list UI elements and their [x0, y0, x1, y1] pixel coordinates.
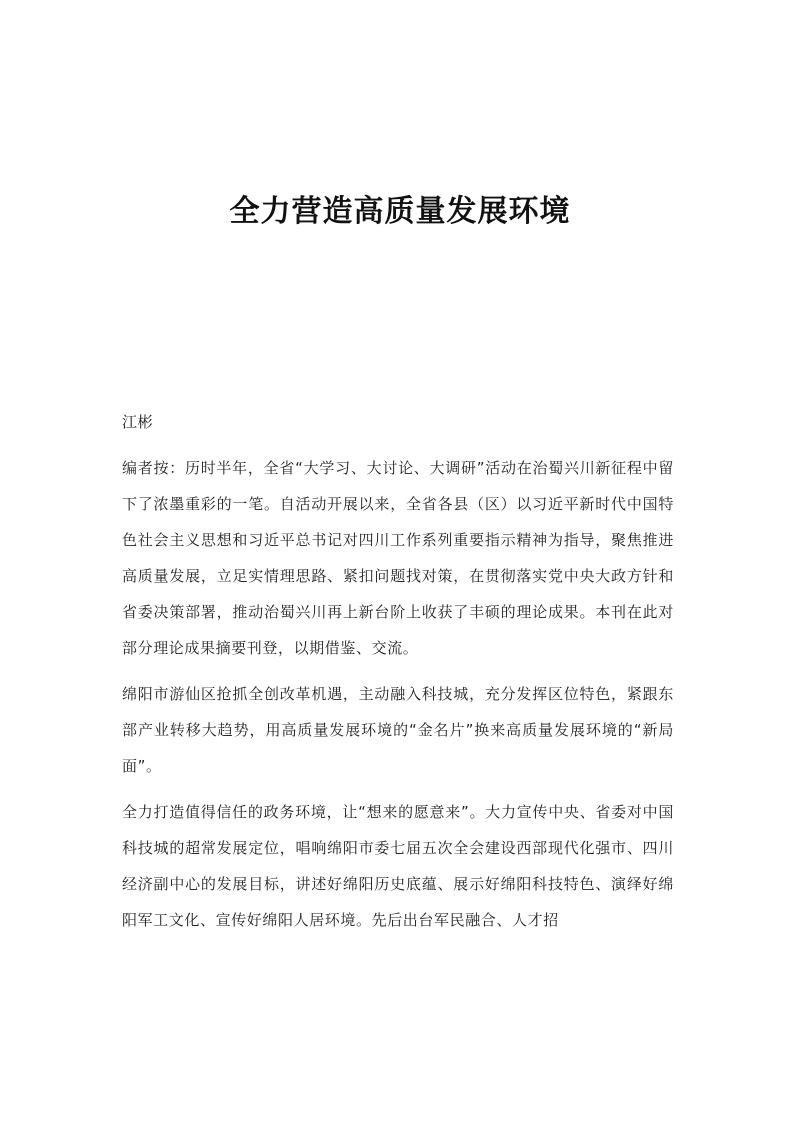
- document-body: [122, 404, 674, 948]
- document-title: 全力营造高质量发展环境: [229, 194, 571, 229]
- editor-note-paragraph: 编者按：历时半年，全省“大学习、大讨论、大调研”活动在治蜀兴川新征程中留下了浓墨重彩的一笔。自活动开展以来，全省各县（区）以习近平新时代中国特色社会主义思想和习近平总书记对四川工作系列重要指示精神为指导，聚焦推进高质量发展，立足实情理思路、紧扣问题找对策，在贯彻落实党中央大政方针和省委决策部署，推动治蜀兴川再上新台阶上收获了丰硕的理论成果。本刊在此对部分理论成果摘要刊登，以期借鉴、交流。: [122, 459, 674, 657]
- body-paragraph: 全力打造值得信任的政务环境，让“想来的愿意来”。大力宣传中央、省委对中国科技城的超常发展定位，唱响绵阳市委七届五次全会建设西部现代化强市、四川经济副中心的发展目标，讲述好绵阳历史底蕴、展示好绵阳科技特色、演绎好绵阳军工文化、宣传好绵阳人居环境。先后出台军民融合、人才招: [122, 803, 674, 929]
- body-paragraph: 绵阳市游仙区抢抓全创改革机遇，主动融入科技城，充分发挥区位特色，紧跟东部产业转移大趋势，用高质量发展环境的“金名片”换来高质量发展环境的“新局面”。: [122, 685, 674, 775]
- author-name: 江彬: [122, 413, 154, 431]
